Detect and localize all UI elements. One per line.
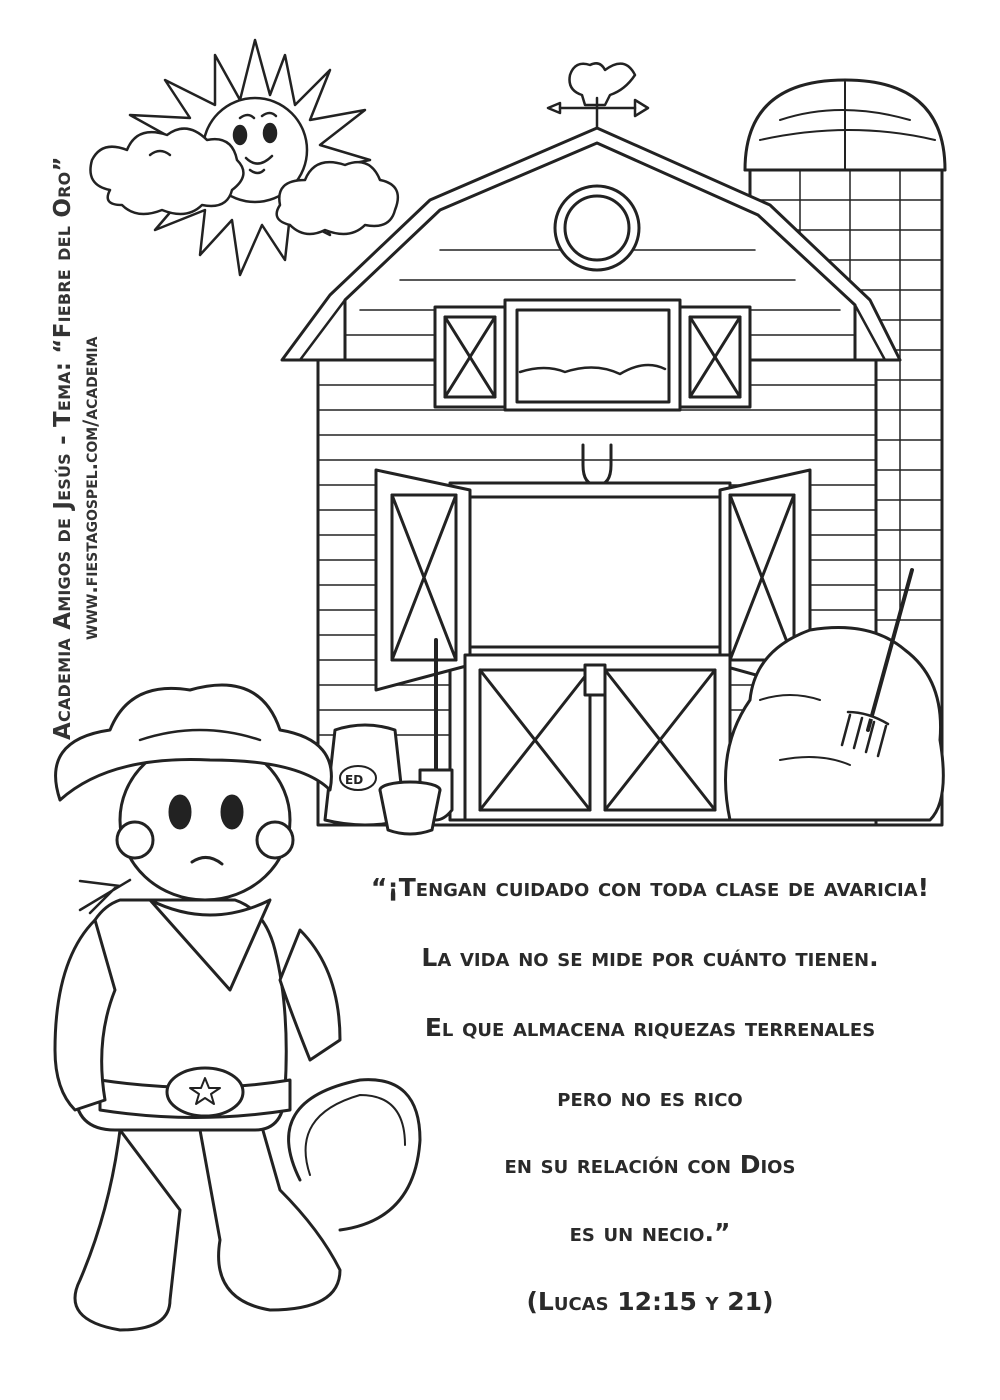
verse-line-4: pero no es rico	[557, 1083, 743, 1112]
cloud-right	[277, 162, 398, 234]
sidebar-title: Academia Amigos de Jesús - Tema: “Fiebre del Oro”	[50, 156, 76, 740]
sack-label: ED	[345, 773, 364, 787]
sidebar-url: www.fiestagospel.com/academia	[79, 336, 102, 640]
cloud-left	[90, 129, 243, 214]
sun-illustration	[90, 40, 397, 275]
verse-line-1: “¡Tengan cuidado con toda clase de avaricia!	[370, 873, 930, 902]
weathervane	[548, 63, 648, 128]
verse-line-3: El que almacena riquezas terrenales	[424, 1013, 876, 1042]
bucket	[380, 782, 440, 834]
verse-line-2: La vida no se mide por cuánto tienen.	[421, 943, 879, 972]
verse-reference: (Lucas 12:15 y 21)	[526, 1287, 774, 1316]
verse-line-5: en su relación con Dios	[504, 1150, 796, 1179]
verse-line-6: es un necio.”	[569, 1218, 731, 1247]
